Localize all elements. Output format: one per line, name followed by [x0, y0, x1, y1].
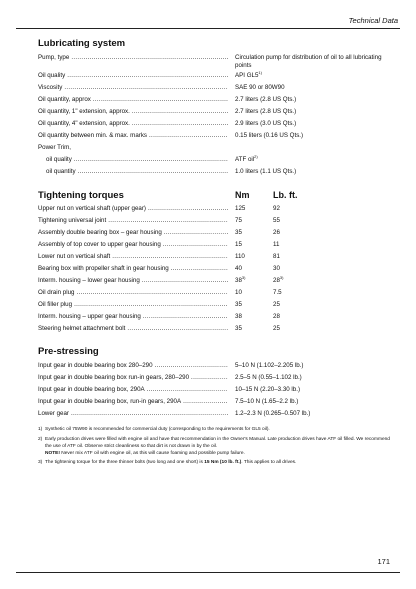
lubrication-row: [38, 118, 388, 129]
torque-row: [38, 323, 388, 334]
prestress-row: [38, 360, 388, 371]
row-label: Lower nut on vertical shaft .....: [38, 251, 228, 262]
row-label: Oil quantity, approx .....: [38, 94, 228, 105]
row-lbft: 26: [273, 229, 280, 236]
row-label: Oil quantity, 1" extension, approx. .....: [38, 106, 228, 117]
torque-row: [38, 251, 388, 262]
footnote: [38, 459, 390, 466]
row-nm: 75: [235, 217, 242, 224]
row-label: Power Trim,: [38, 144, 72, 151]
row-label: Oil quantity, 4" extension, approx. .....: [38, 118, 228, 129]
row-label: oil quality .....: [46, 154, 228, 165]
footnote-text: The tightening torque for the three thinner bolts (two long and one short) is 15 Nm (10 lb. ft.). This applies to all drives.: [45, 460, 297, 465]
torque-row: [38, 287, 388, 298]
row-value: SAE 90 or 80W90: [235, 84, 285, 91]
row-value: ATF oil$^{2)}$: [235, 154, 258, 163]
row-label: Assembly of top cover to upper gear housing .....: [38, 239, 228, 250]
lubrication-row: [38, 154, 388, 165]
lubrication-row: [38, 70, 388, 81]
lubrication-row: [38, 52, 388, 69]
torque-row: [38, 299, 388, 310]
row-label: Steering helmet attachment bolt .....: [38, 323, 228, 334]
prestress-row: [38, 372, 388, 383]
row-nm: 38: [235, 313, 242, 320]
torque-row: [38, 311, 388, 322]
row-label: Oil drain plug .....: [38, 287, 228, 298]
row-label: Input gear in double bearing box, 290A .....: [38, 384, 228, 395]
row-label: Upper nut on vertical shaft (upper gear) .....: [38, 203, 228, 214]
row-value: 7.5–10 N (1.65–2.2 lb.): [235, 398, 299, 405]
footnote: [38, 436, 390, 457]
section-title-lubricating: Lubricating system: [38, 38, 126, 49]
torque-row: [38, 203, 388, 214]
lubrication-row: [38, 142, 388, 153]
row-lbft: 25: [273, 325, 280, 332]
lubrication-row: [38, 130, 388, 141]
row-label: Assembly double bearing box – gear housing .....: [38, 227, 228, 238]
torque-row: [38, 275, 388, 286]
lubrication-row: [38, 82, 388, 93]
row-value: 1.2–2.3 N (0.265–0.507 lb.): [235, 410, 311, 417]
row-value: 2.7 liters (2.8 US Qts.): [235, 96, 297, 103]
row-lbft: 11: [273, 241, 280, 248]
row-label: Bearing box with propeller shaft in gear housing .....: [38, 263, 228, 274]
row-label: Interm. housing – lower gear housing .....: [38, 275, 228, 286]
row-value: API GL5$^{1)}$: [235, 70, 262, 79]
row-value: 2.9 liters (3.0 US Qts.): [235, 120, 297, 127]
lubrication-row: [38, 166, 388, 177]
footnote-text: Early production drives were filled with engine oil and have that recommendation in the Owner's Manual. Late production drives have ATF oil filled. We recommend the use of ATF oil. Observe strict cleanliness so that dirt is not drawn in by the oil. NOTE! Never mix ATF oil with engine oil, as this will cause foaming and possible pump failure.: [45, 437, 390, 456]
row-value: Circulation pump for distribution of oil to all lubricating points: [235, 54, 382, 69]
torque-row: [38, 215, 388, 226]
row-nm: 40: [235, 265, 242, 272]
lubrication-row: [38, 94, 388, 105]
row-label: Viscosity .....: [38, 82, 228, 93]
row-label: Interm. housing – upper gear housing .....: [38, 311, 228, 322]
prestress-row: [38, 396, 388, 407]
lubrication-row: [38, 106, 388, 117]
note-label: NOTE!: [45, 451, 60, 456]
row-lbft: 25: [273, 301, 280, 308]
row-label: Tightening universal joint .....: [38, 215, 228, 226]
row-label: Pump, type .....: [38, 52, 228, 63]
row-nm: 38$^{3)}$: [235, 275, 246, 284]
row-value: 5–10 N (1.102–2.205 lb.): [235, 362, 304, 369]
row-lbft: 28: [273, 313, 280, 320]
footnote-mark: 2): [38, 437, 43, 442]
row-nm: 15: [235, 241, 242, 248]
row-label: oil quantity .....: [46, 166, 228, 177]
footnote: [38, 426, 390, 433]
row-label: Input gear in double bearing box 280–290 .....: [38, 360, 228, 371]
row-label: Lower gear .....: [38, 408, 228, 419]
footnote-mark: 1): [38, 427, 43, 432]
row-lbft: 55: [273, 217, 280, 224]
row-label: Input gear in double bearing box run-in gears, 280–290 .....: [38, 372, 228, 383]
footer-rule: [16, 572, 400, 573]
row-lbft: 28$^{3)}$: [273, 275, 284, 284]
row-nm: 35: [235, 325, 242, 332]
header-title: Technical Data: [348, 16, 398, 25]
row-lbft: 92: [273, 205, 280, 212]
row-label: Oil quantity between min. & max. marks .....: [38, 130, 228, 141]
row-value: 2.5–5 N (0.55–1.102 lb.): [235, 374, 302, 381]
row-label: Input gear in double bearing box, run-in gears, 290A .....: [38, 396, 228, 407]
row-lbft: 7.5: [273, 289, 282, 296]
row-nm: 10: [235, 289, 242, 296]
row-nm: 35: [235, 301, 242, 308]
page-number: 171: [377, 557, 390, 566]
row-value: 2.7 liters (2.8 US Qts.): [235, 108, 297, 115]
row-nm: 35: [235, 229, 242, 236]
prestress-row: [38, 408, 388, 419]
column-header-lbft: Lb. ft.: [273, 190, 298, 200]
row-value: 10–15 N (2.20–3.30 lb.): [235, 386, 301, 393]
row-nm: 125: [235, 205, 246, 212]
footnote-text: Synthetic oil 75W90 is recommended for commercial duty (corresponding to the requirements for GL5 oil).: [45, 427, 270, 432]
section-title-prestressing: Pre-stressing: [38, 346, 99, 357]
row-lbft: 81: [273, 253, 280, 260]
row-nm: 110: [235, 253, 245, 260]
column-header-nm: Nm: [235, 190, 250, 200]
prestress-row: [38, 384, 388, 395]
torque-row: [38, 227, 388, 238]
row-label: Oil filler plug .....: [38, 299, 228, 310]
torque-row: [38, 239, 388, 250]
row-lbft: 30: [273, 265, 280, 272]
header-rule: [16, 28, 400, 29]
row-value: 1.0 liters (1.1 US Qts.): [235, 168, 297, 175]
section-title-tightening: Tightening torques: [38, 190, 124, 201]
torque-row: [38, 263, 388, 274]
row-value: 0.15 liters (0.16 US Qts.): [235, 132, 304, 139]
footnote-mark: 3): [38, 460, 43, 465]
row-label: Oil quality .....: [38, 70, 228, 81]
